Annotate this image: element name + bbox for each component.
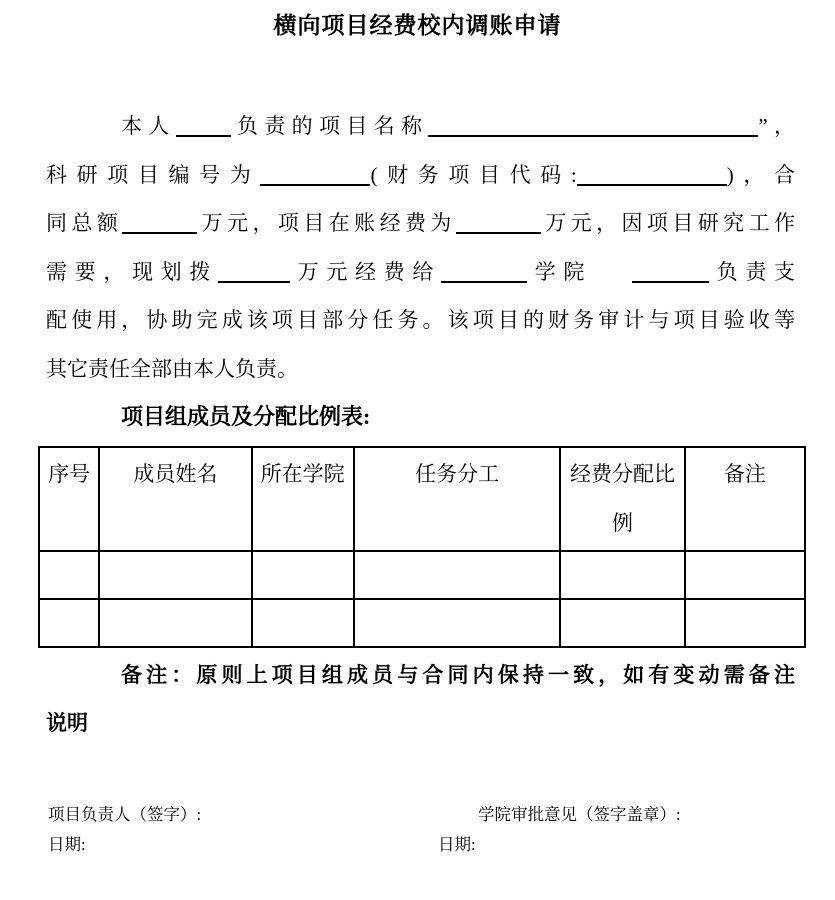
paragraph-line: [46, 199, 795, 248]
remark-note: [46, 651, 795, 748]
fill-in-blank: [122, 211, 197, 234]
table-caption: 项目组成员及分配比例表:: [121, 404, 371, 429]
college-approval-label: 学院审批意见（签字盖章）:: [478, 804, 681, 824]
fill-in-blank: [260, 163, 370, 186]
remark-line2: 说明: [46, 711, 88, 735]
table-cell: [560, 551, 684, 599]
table-header-cell: 任务分工: [354, 447, 561, 551]
page-title: 横向项目经费校内调账申请: [273, 13, 562, 38]
table-header-cell: 备注: [685, 447, 805, 551]
paragraph-line: [46, 248, 795, 297]
line-text: 万元，因项目研究工作: [540, 211, 796, 235]
table-cell: [354, 599, 561, 647]
fill-in-blank: [176, 114, 231, 137]
table-cell: [99, 551, 251, 599]
table-cell: [39, 599, 99, 647]
fill-in-blank: [577, 163, 727, 186]
remark-line1: 备注：原则上项目组成员与合同内保持一致，如有变动需备注: [121, 662, 795, 687]
fill-in-blank: [632, 260, 709, 283]
line-text: 科研项目编号为: [46, 162, 261, 187]
table-cell: [252, 551, 354, 599]
college-date-label: 日期:: [438, 834, 476, 854]
college-approval-block: [438, 800, 835, 860]
table-cell: [99, 599, 251, 647]
line-text: 其它责任全部由本人负责。: [46, 356, 298, 381]
signature-section: [0, 800, 835, 860]
line-text: ”，: [758, 114, 795, 138]
pi-signature-label: 项目负责人（签字）:: [48, 804, 202, 824]
table-header-cell: 成员姓名: [99, 447, 251, 551]
table-cell: [685, 551, 805, 599]
line-text: 同总额: [46, 211, 123, 235]
table-header-cell: 经费分配比例: [560, 447, 684, 551]
members-table: [38, 446, 806, 648]
line-text: 本人: [121, 114, 176, 138]
spacer: [592, 278, 632, 279]
table-row: [39, 599, 805, 647]
table-cell: [39, 551, 99, 599]
line-text: 学院: [527, 259, 592, 284]
line-text: 负责的项目名称: [230, 114, 429, 138]
paragraph-line: [46, 296, 795, 345]
table-cell: [354, 551, 561, 599]
line-text: )，合: [726, 162, 795, 187]
fill-in-blank: [428, 114, 758, 137]
paragraph-line: [46, 151, 795, 200]
paragraph-line: [46, 102, 795, 151]
table-cell: [685, 599, 805, 647]
table-row: [39, 551, 805, 599]
fill-in-blank: [218, 260, 290, 283]
line-text: 需要，现划拨: [46, 259, 218, 284]
pi-signature-block: [48, 800, 438, 860]
table-header-cell: 所在学院: [252, 447, 354, 551]
table-cell: [560, 599, 684, 647]
fill-in-blank: [441, 260, 527, 283]
paragraph-line: [46, 345, 795, 394]
line-text: 万元，项目在账经费为: [197, 211, 456, 235]
table-header-row: [39, 447, 805, 551]
pi-date-label: 日期:: [48, 834, 86, 854]
body-paragraph: [46, 102, 795, 393]
fill-in-blank: [456, 211, 541, 234]
table-header-cell: 序号: [39, 447, 99, 551]
line-text: 负责支: [709, 259, 795, 284]
table-cell: [252, 599, 354, 647]
line-text: (财务项目代码:: [370, 162, 577, 187]
line-text: 配使用，协助完成该项目部分任务。该项目的财务审计与项目验收等: [46, 308, 795, 332]
line-text: 万元经费给: [290, 259, 441, 284]
